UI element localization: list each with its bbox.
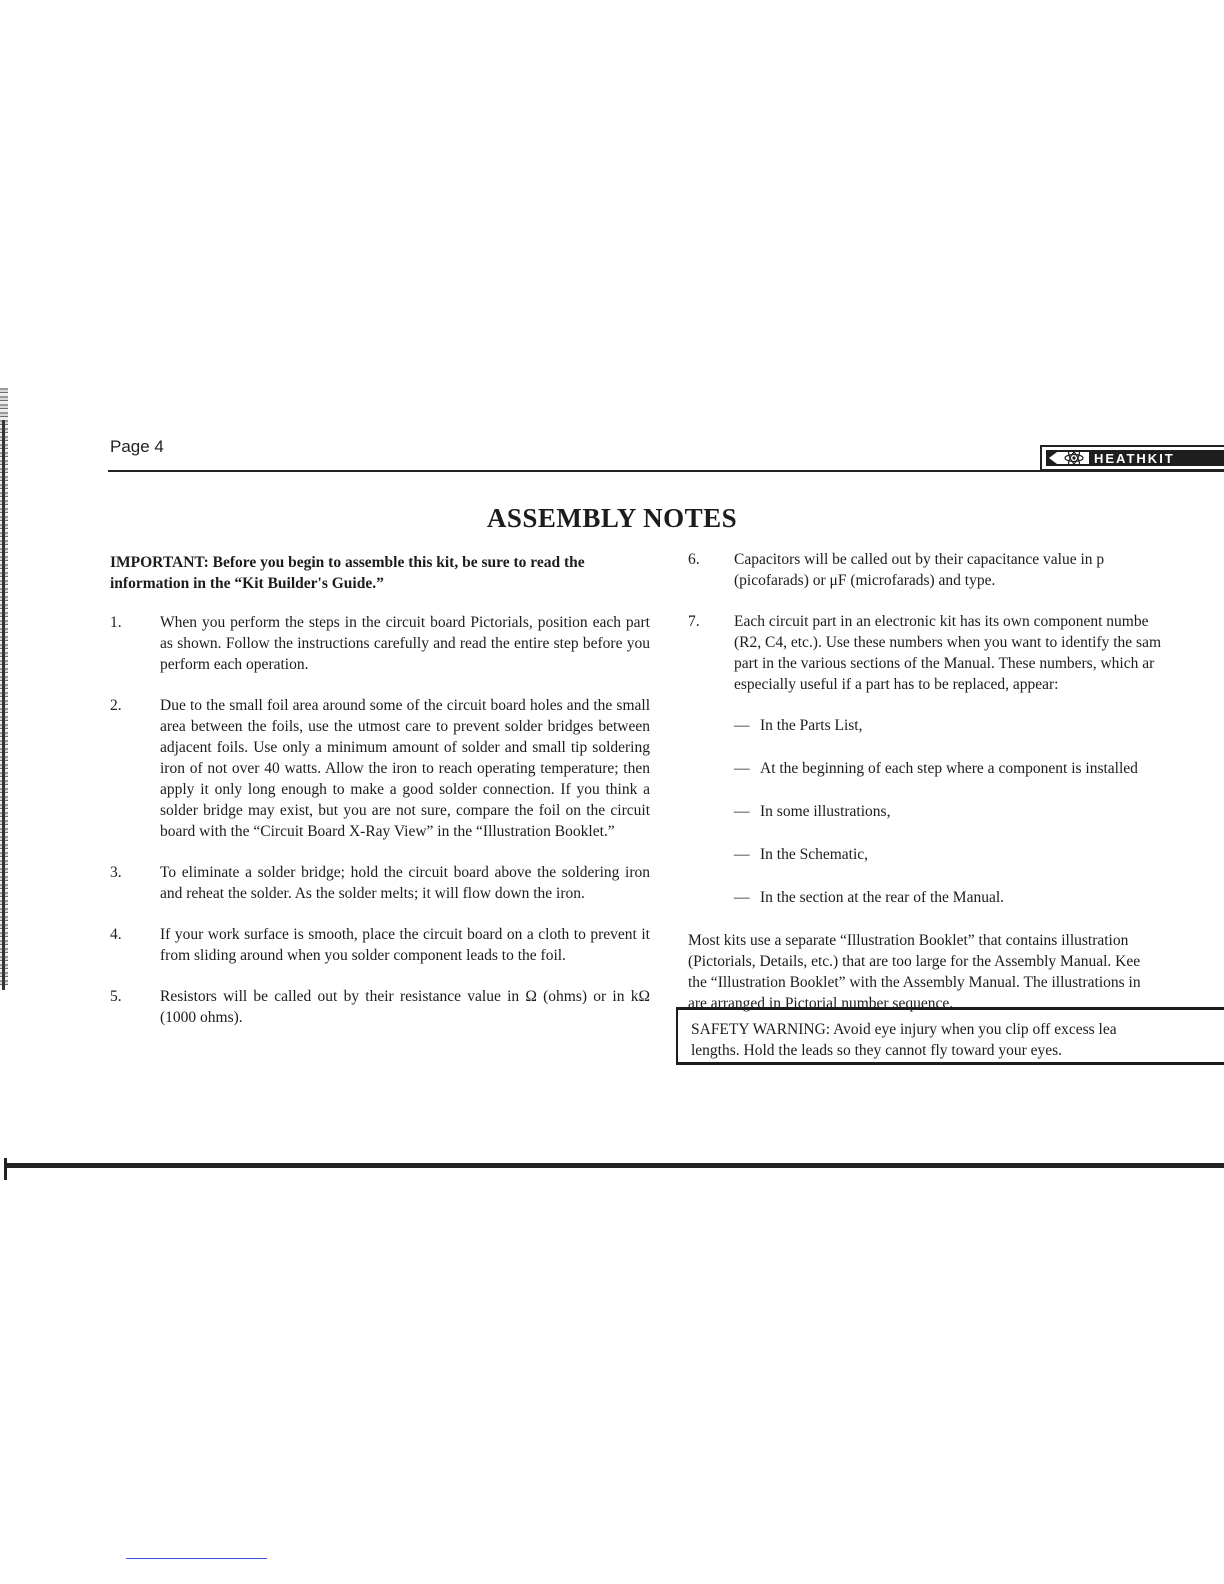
atom-icon xyxy=(1048,450,1090,466)
note-text xyxy=(734,611,1224,695)
warning-line: SAFETY WARNING: Avoid eye injury when you clip off excess lea xyxy=(691,1021,1117,1038)
note-number: 3. xyxy=(110,864,122,881)
note-item-1 xyxy=(110,612,650,675)
note-item-2 xyxy=(110,695,650,842)
note-number: 2. xyxy=(110,697,122,714)
note-text: Due to the small foil area around some of the circuit board holes and the small area between the foils, use the utmost care to prevent solder bridges between adjacent foils. Use only a minimum amount of solder and small tip soldering iron of not over 40 watts. Allow the iron to reach operating temperature; then apply it only long enough to make a good solder connection. If you think a solder bridge may exist, but you are not sure, compare the foil on the circuit board with the “Circuit Board X-Ray View” in the “Illustration Booklet.” xyxy=(160,697,650,840)
note-number: 4. xyxy=(110,926,122,943)
note-item-7 xyxy=(688,611,1224,695)
note-number: 6. xyxy=(688,551,700,568)
paragraph-line: (Pictorials, Details, etc.) that are too large for the Assembly Manual. Kee xyxy=(688,953,1141,970)
note-line: (picofarads) or μF (microfarads) and type. xyxy=(734,572,996,589)
note-item-6 xyxy=(688,549,1224,591)
paragraph-line: are arranged in Pictorial number sequence. xyxy=(688,995,954,1012)
note-item-4 xyxy=(110,924,650,966)
page-corner-mark xyxy=(4,1158,7,1180)
paragraph-line: Most kits use a separate “Illustration Booklet” that contains illustration xyxy=(688,932,1129,949)
list-item-text: At the beginning of each step where a component is installed xyxy=(760,760,1138,777)
note-line: (R2, C4, etc.). Use these numbers when you want to identify the sam xyxy=(734,634,1162,651)
important-note: IMPORTANT: Before you begin to assemble this kit, be sure to read the information in the “Kit Builder's Guide.” xyxy=(110,554,585,592)
footer-underline xyxy=(126,1558,267,1559)
page-title: ASSEMBLY NOTES xyxy=(486,503,738,533)
list-item xyxy=(734,887,1224,908)
list-item xyxy=(734,758,1224,779)
note-text: When you perform the steps in the circuit board Pictorials, position each part as shown. Follow the instructions carefully and read the entire step before you perform each operation. xyxy=(160,614,650,673)
warning-line: lengths. Hold the leads so they cannot fly toward your eyes. xyxy=(691,1042,1063,1059)
right-column xyxy=(688,549,1224,1014)
note-number: 7. xyxy=(688,613,700,630)
list-item xyxy=(734,844,1224,865)
dash-bullet: — xyxy=(734,889,750,906)
dash-bullet: — xyxy=(734,760,750,777)
note-text: To eliminate a solder bridge; hold the circuit board above the soldering iron and reheat the solder. As the solder melts; it will flow down the iron. xyxy=(160,864,650,902)
component-number-locations xyxy=(734,715,1224,908)
left-column xyxy=(110,552,650,1048)
dash-bullet: — xyxy=(734,717,750,734)
illustration-booklet-paragraph xyxy=(688,930,1224,1014)
logo-text: HEATHKIT xyxy=(1094,450,1175,466)
dash-bullet: — xyxy=(734,803,750,820)
dash-bullet: — xyxy=(734,846,750,863)
list-item-text: In the Parts List, xyxy=(760,717,863,734)
note-text xyxy=(734,549,1224,591)
note-text: If your work surface is smooth, place the circuit board on a cloth to prevent it from sliding around when you solder component leads to the foil. xyxy=(160,926,650,964)
note-line: Capacitors will be called out by their capacitance value in p xyxy=(734,551,1105,568)
note-text: Resistors will be called out by their resistance value in Ω (ohms) or in kΩ (1000 ohms). xyxy=(160,988,650,1026)
list-item xyxy=(734,801,1224,822)
safety-warning-box xyxy=(676,1007,1224,1065)
note-line: especially useful if a part has to be replaced, appear: xyxy=(734,676,1059,693)
note-item-5 xyxy=(110,986,650,1028)
list-item xyxy=(734,715,1224,736)
list-item-text: In the Schematic, xyxy=(760,846,869,863)
note-line: part in the various sections of the Manual. These numbers, which ar xyxy=(734,655,1155,672)
page-number: Page 4 xyxy=(110,437,164,456)
heathkit-logo xyxy=(1040,445,1224,471)
logo-band xyxy=(1046,450,1224,466)
note-number: 1. xyxy=(110,614,122,631)
note-number: 5. xyxy=(110,988,122,1005)
note-line: Each circuit part in an electronic kit has its own component numbe xyxy=(734,613,1149,630)
paragraph-line: the “Illustration Booklet” with the Assembly Manual. The illustrations in xyxy=(688,974,1141,991)
list-item-text: In some illustrations, xyxy=(760,803,891,820)
list-item-text: In the section at the rear of the Manual. xyxy=(760,889,1005,906)
note-item-3 xyxy=(110,862,650,904)
footer-rule xyxy=(4,1163,1224,1168)
